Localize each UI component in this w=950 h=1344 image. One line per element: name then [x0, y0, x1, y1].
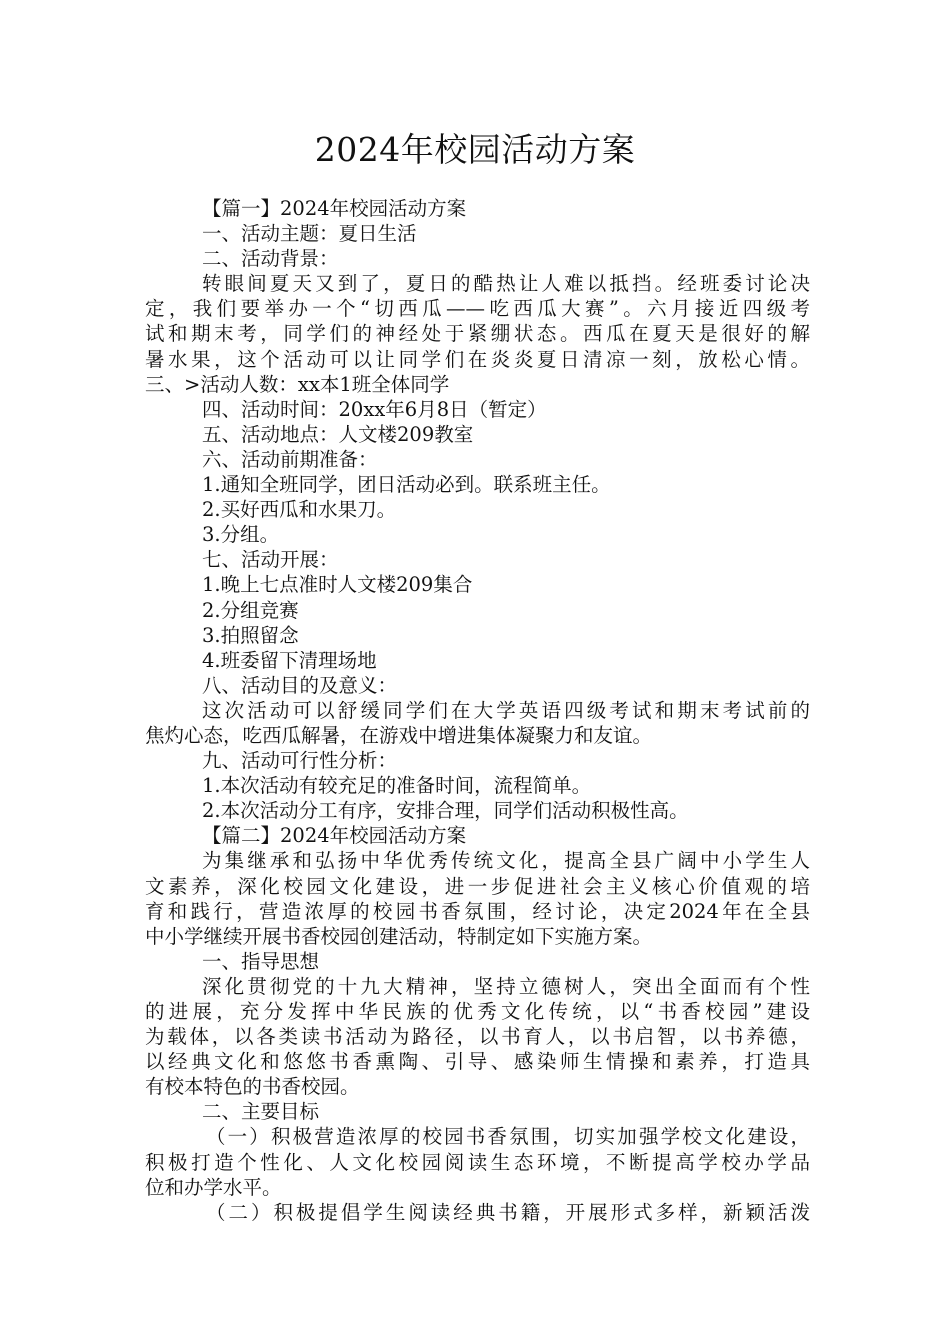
list-item: 4.班委留下清理场地	[202, 648, 377, 672]
paragraph-line: 七、活动开展：	[202, 548, 339, 572]
paragraph-line: 一、指导思想	[202, 949, 320, 973]
paragraph-line: 深化贯彻党的十九大精神，坚持立德树人，突出全面而有个性	[202, 974, 810, 998]
section-heading-part-one: 【篇一】2024年校园活动方案	[202, 197, 467, 220]
paragraph-line: 二、主要目标	[202, 1100, 320, 1124]
paragraph-line: 焦灼心态，吃西瓜解暑，在游戏中增进集体凝聚力和友谊。	[145, 723, 653, 747]
list-item: 2.买好西瓜和水果刀。	[202, 498, 397, 522]
list-item: 3.拍照留念	[202, 623, 299, 647]
paragraph-line: 一、活动主题：夏日生活	[202, 222, 417, 246]
paragraph-line: 积极打造个性化、人文化校园阅读生态环境，不断提高学校办学品	[145, 1150, 810, 1174]
paragraph-line: 中小学继续开展书香校园创建活动，特制定如下实施方案。	[145, 924, 653, 948]
paragraph-line: 四、活动时间：20xx年6月8日（暂定）	[202, 397, 547, 421]
paragraph-line: （二）积极提倡学生阅读经典书籍，开展形式多样，新颖活泼	[206, 1200, 810, 1224]
paragraph-line: 五、活动地点：人文楼209教室	[202, 422, 474, 446]
paragraph-line: 为集继承和弘扬中华优秀传统文化，提高全县广阔中小学生人	[202, 849, 810, 873]
document-body	[145, 196, 810, 1225]
list-item: 1.本次活动有较充足的准备时间，流程简单。	[202, 774, 592, 798]
paragraph-line: 位和办学水平。	[145, 1175, 282, 1199]
paragraph-line: 这次活动可以舒缓同学们在大学英语四级考试和期末考试前的	[202, 698, 810, 722]
list-item: 1.晚上七点准时人文楼209集合	[202, 573, 473, 597]
paragraph-line: 定，我们要举办一个“切西瓜——吃西瓜大赛”。六月接近四级考	[145, 297, 810, 321]
list-item: 3.分组。	[202, 523, 280, 547]
paragraph-line: 的进展，充分发挥中华民族的优秀文化传统，以“书香校园”建设	[145, 1000, 810, 1023]
paragraph-line: 九、活动可行性分析：	[202, 749, 398, 773]
paragraph-line: 文素养，深化校园文化建设，进一步促进社会主义核心价值观的培	[145, 874, 810, 898]
paragraph-line: 六、活动前期准备：	[202, 447, 378, 471]
paragraph-line: 转眼间夏天又到了，夏日的酷热让人难以抵挡。经班委讨论决	[202, 272, 810, 296]
paragraph-line: 八、活动目的及意义：	[202, 673, 398, 697]
paragraph-line: 试和期末考，同学们的神经处于紧绷状态。西瓜在夏天是很好的解	[145, 322, 810, 346]
paragraph-line: 三、>活动人数：xx本1班全体同学	[145, 372, 450, 396]
list-item: 2.分组竞赛	[202, 598, 299, 622]
paragraph-line: 二、活动背景：	[202, 247, 339, 271]
paragraph-line: 育和践行，营造浓厚的校园书香氛围，经讨论，决定2024年在全县	[145, 899, 810, 923]
list-item: 2.本次活动分工有序，安排合理，同学们活动积极性高。	[202, 799, 689, 823]
paragraph-line: 以经典文化和悠悠书香熏陶、引导、感染师生情操和素养，打造具	[145, 1050, 810, 1074]
paragraph-line: （一）积极营造浓厚的校园书香氛围，切实加强学校文化建设，	[206, 1125, 810, 1149]
paragraph-line: 为载体，以各类读书活动为路径，以书育人，以书启智，以书养德，	[145, 1025, 810, 1049]
document-title: 2024年校园活动方案	[314, 130, 636, 169]
paragraph-line: 暑水果，这个活动可以让同学们在炎炎夏日清凉一刻，放松心情。	[145, 347, 810, 371]
list-item: 1.通知全班同学，团日活动必到。联系班主任。	[202, 473, 611, 497]
paragraph-line: 有校本特色的书香校园。	[145, 1075, 360, 1099]
section-heading-part-two: 【篇二】2024年校园活动方案	[202, 824, 467, 848]
